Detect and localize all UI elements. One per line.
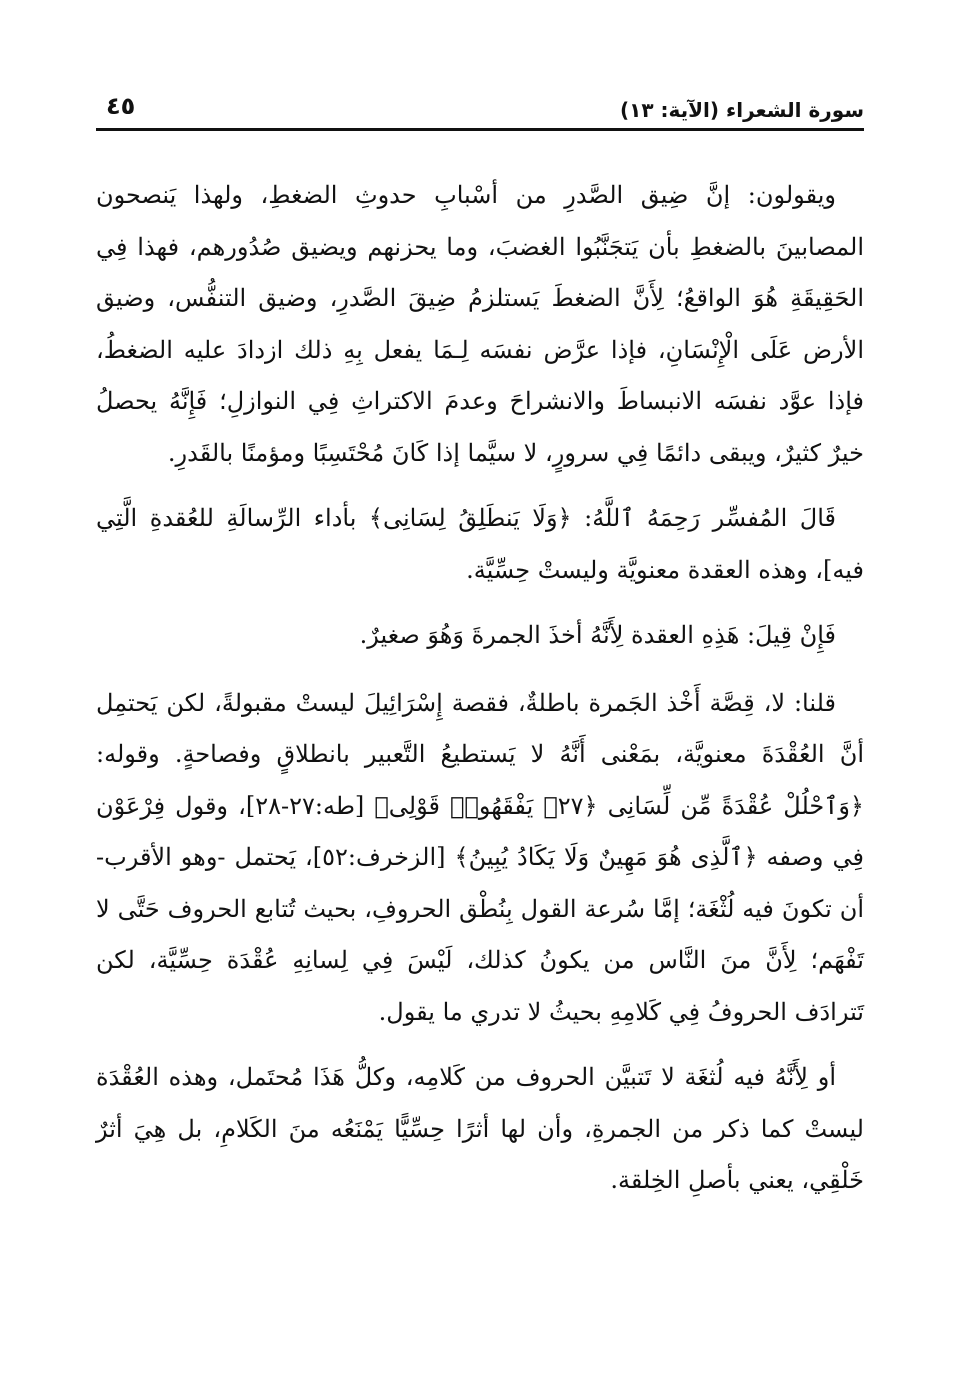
running-title: سورة الشعراء (الآية: ١٣) xyxy=(619,98,864,122)
paragraph: أو لِأَنَّهُ فيه لُثغَة لا تَتبيَّن الحروف من كَلامِه، وكلُّ هَذَا مُحتَمل، وهذه العُقْدَة ليستْ كما ذكر من الجمرةِ، وأن لها أثرًا حِسِّيًّا يَمْنَعُه منَ الكَلامِ، بل هِيَ أثرٌ خَلْقِي، يعني بأصلِ الخِلقة. xyxy=(96,1063,864,1194)
paragraph: فَإِنْ قِيلَ: هَذِهِ العقدة لِأَنَّهُ أخذَ الجمرةَ وَهُوَ صغيرٌ. xyxy=(359,621,836,649)
page-body xyxy=(96,170,864,1225)
paragraph: ويقولون: إنَّ ضِيق الصَّدرِ من أسْبابِ حدوثِ الضغطِ، ولهذا يَنصحون المصابينَ بالضغطِ بأن يَتجَنَّبُوا الغضبَ، وما يحزنهم ويضيق صُدُورهم، فهذا فِي الحَقِيقَةِ هُوَ الواقعُ؛ لِأَنَّ الضغطَ يَستلزمُ ضِيقَ الصَّدرِ، وضيق التنفُّس، وضيق الأرض عَلَى الْإِنْسَانِ، فإذا عرَّض نفسَه لِـمَا يفعل بِهِ ذلك ازدادَ عليه الضغطُ، فإذا عوَّد نفسَه الانبساطَ والانشراحَ وعدمَ الاكتراثِ فِي النوازلِ؛ فَإِنَّهُ يحصلُ خيرٌ كثيرٌ، ويبقى دائمًا فِي سرورٍ، لا سيَّما إذا كَانَ مُحْتَسِبًا ومؤمنًا بالقَدرِ. xyxy=(96,181,864,467)
page-number: ٤٥ xyxy=(106,92,136,120)
page-header xyxy=(96,92,864,131)
paragraph: قَالَ المُفسِّر رَحِمَهُ ٱللَّهُ: ﴿وَلَا يَنطَلِقُ لِسَانِى﴾ بأداء الرِّسالَةِ للعُقدةِ الَّتِي فيه]، وهذه العقدة معنويَّة وليستْ حِسِّيَّة. xyxy=(96,504,864,584)
paragraph: قلنا: لا، قِصَّة أَخْذ الجَمرة باطلةٌ، فقصة إِسْرَائِيلَ ليستْ مقبولةً، لكن يَحتمِل أنَّ العُقْدَةَ معنويَّة، بمَعْنى أَنَّهُ لا يَستطيعُ التَّعبير بانطلاقٍ وفصاحةٍ. وقوله: ﴿وَٱحْلُلْ عُقْدَةً مِّن لِّسَانِى ﴿٢٧﴾ يَفْقَهُوا۟ قَوْلِى﴾ [طه:٢٧-٢٨]، وقول فِرْعَوْن فِي وصفه ﴿ٱلَّذِى هُوَ مَهِينٌ وَلَا يَكَادُ يُبِينُ﴾ [الزخرف:٥٢]، يَحتمل -وهو الأقرب- أن تكونَ فيه لُثْغَة؛ إمَّا سُرعة القول بِنُطْق الحروفِ، بحيث تُتابع الحروف حَتَّى لا تَفْهَم؛ لِأَنَّ منَ النَّاس من يكونُ كذلك، لَيْسَ فِي لِسانِهِ عُقْدَة حِسِّيَّة، لكن تَترادَف الحروفُ فِي كَلامِهِ بحيثُ لا تدري ما يقول. xyxy=(96,688,864,1026)
